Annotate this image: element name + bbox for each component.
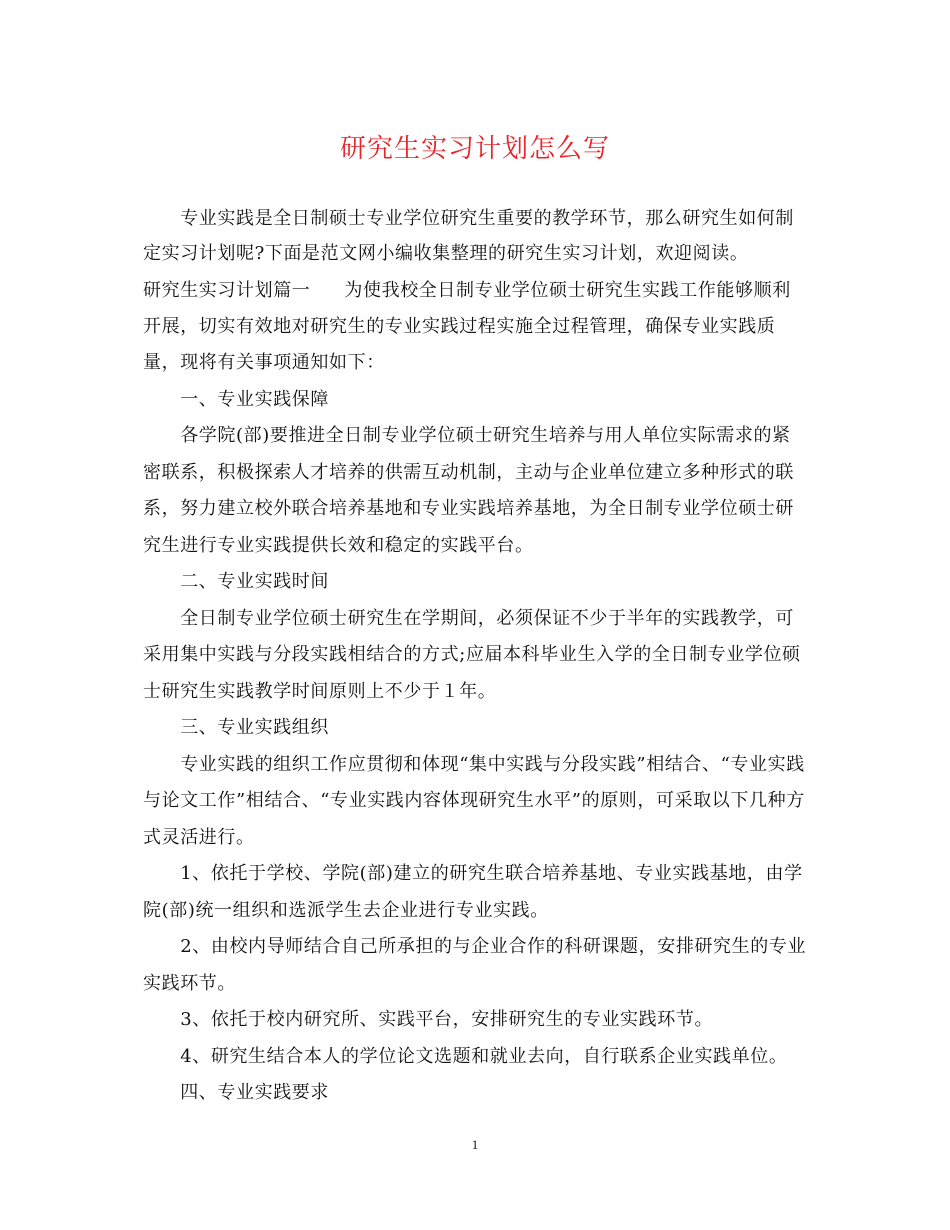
body-line: 2、由校内导师结合自己所承担的与企业合作的科研课题，安排研究生的专业: [143, 936, 807, 957]
body-line: 采用集中实践与分段实践相结合的方式;应届本科毕业生入学的全日制专业学位硕: [143, 644, 801, 665]
body-line: 3、依托于校内研究所、实践平台，安排研究生的专业实践环节。: [143, 1009, 714, 1030]
body-line: 实践环节。: [143, 973, 236, 994]
body-line: 院(部)统一组织和选派学生去企业进行专业实践。: [143, 900, 549, 921]
section-title: 研究生实习计划篇一: [143, 280, 311, 301]
heading-line: 四、专业实践要求: [143, 1082, 329, 1103]
page-number: 1: [471, 1137, 479, 1152]
body-line: 式灵活进行。: [143, 827, 255, 848]
body-line: 与论文工作”相结合、“专业实践内容体现研究生水平”的原则，可采取以下几种方: [143, 790, 805, 811]
section-text: 为使我校全日制专业学位硕士研究生实践工作能够顺利: [344, 280, 791, 301]
body-line: 究生进行专业实践提供长效和稳定的实践平台。: [143, 535, 534, 556]
body-line: 系，努力建立校外联合培养基地和专业实践培养基地，为全日制专业学位硕士研: [143, 498, 794, 519]
heading-line: 二、专业实践时间: [143, 571, 329, 592]
body-line: 士研究生实践教学时间原则上不少于１年。: [143, 681, 497, 702]
body-line: 量，现将有关事项通知如下：: [143, 352, 385, 373]
body-line: 专业实践的组织工作应贯彻和体现“集中实践与分段实践”相结合、“专业实践: [143, 754, 805, 775]
body-line: 密联系，积极探索人才培养的供需互动机制，主动与企业单位建立多种形式的联: [143, 462, 794, 483]
body-line-section-heading: [143, 279, 791, 303]
heading-line: 一、专业实践保障: [143, 389, 329, 410]
body-line: 开展，切实有效地对研究生的专业实践过程实施全过程管理，确保专业实践质: [143, 316, 776, 337]
document-title: 研究生实习计划怎么写: [339, 134, 610, 164]
body-line: 1、依托于学校、学院(部)建立的研究生联合培养基地、专业实践基地，由学: [143, 863, 803, 884]
body-line: 专业实践是全日制硕士专业学位研究生重要的教学环节，那么研究生如何制: [143, 208, 794, 229]
body-line: 各学院(部)要推进全日制专业学位硕士研究生培养与用人单位实际需求的紧: [143, 425, 791, 446]
body-line: 全日制专业学位硕士研究生在学期间，必须保证不少于半年的实践教学，可: [143, 608, 794, 629]
heading-line: 三、专业实践组织: [143, 717, 329, 738]
body-line: 4、研究生结合本人的学位论文选题和就业去向，自行联系企业实践单位。: [143, 1046, 788, 1067]
body-line: 定实习计划呢?下面是范文网小编收集整理的研究生实习计划，欢迎阅读。: [143, 243, 749, 264]
